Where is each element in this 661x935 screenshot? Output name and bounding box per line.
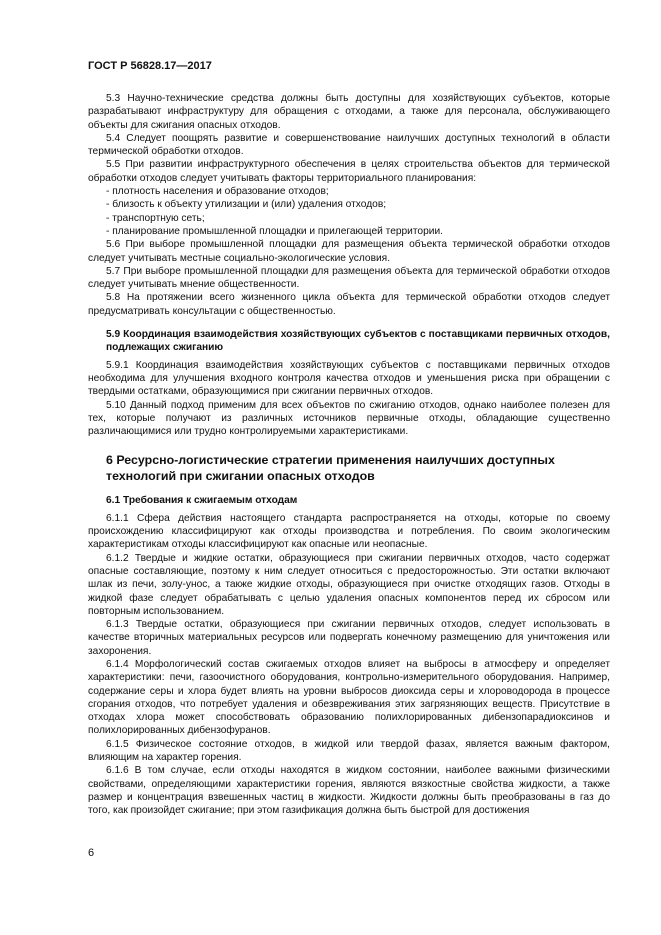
subsection-title-5-9: 5.9 Координация взаимодействия хозяйствующих субъектов с поставщиками первичных отходов, подлежащих сжиганию xyxy=(106,329,610,354)
list-item-population: - плотность населения и образование отходов; xyxy=(106,186,329,198)
document-header: ГОСТ Р 56828.17—2017 xyxy=(88,60,212,72)
list-item-proximity: - близость к объекту утилизации и (или) удаления отходов; xyxy=(106,199,387,211)
paragraph-5-6: 5.6 При выборе промышленной площадки для размещения объекта термической обработки отходов следует учитывать местные социально-экологические условия. xyxy=(88,239,610,264)
list-item-site-planning: - планирование промышленной площадки и прилегающей территории. xyxy=(106,225,443,237)
paragraph-6-1-4: 6.1.4 Морфологический состав сжигаемых отходов влияет на выбросы в атмосферу и определяет характеристики: печи, газоочистного оборудования, контрольно-измерительного оборудования. Например, содержание серы и хлора будет влиять на уровни выбросов диоксида серы и хлороводорода в процессе сгорания отходов, что потребует удаления и обезвреживания этих загрязняющих веществ. Присутствие в отходах хлора может способствовать образованию полихлорированных дибензопарадиоксинов и полихлорированных дибензофуранов. xyxy=(88,658,610,737)
paragraph-6-1-3: 6.1.3 Твердые остатки, образующиеся при сжигании первичных отходов, следует использовать в качестве вторичных материальных ресурсов или подвергать конечному размещению для уничтожения или захоронения. xyxy=(88,619,610,657)
paragraph-5-10: 5.10 Данный подход применим для всех объектов по сжиганию отходов, однако наиболее полезен для тех, которые получают из различных источников первичные отходы, обладающие существенно различающимися или трудно контролируемыми характеристиками. xyxy=(88,399,610,438)
paragraph-6-1-2: 6.1.2 Твердые и жидкие остатки, образующиеся при сжигании первичных отходов, часто содержат опасные составляющие, поэтому к ним следует относиться с предосторожностью. Эти остатки включают шлак из печи, золу-унос, а также жидкие отходы, образующиеся при очистке отходящих газов. Отходы в жидкой фазе следует обрабатывать с целью удаления опасных компонентов перед их сбросом или повторным использованием. xyxy=(88,552,610,617)
page-number: 6 xyxy=(88,847,95,859)
subsection-title-6-1: 6.1 Требования к сжигаемым отходам xyxy=(106,495,298,507)
paragraph-6-1-5: 6.1.5 Физическое состояние отходов, в жидкой или твердой фазах, является важным фактором, влияющим на характер горения. xyxy=(88,738,610,764)
paragraph-5-9-1: 5.9.1 Координация взаимодействия хозяйствующих субъектов с поставщиками первичных отходов необходима для улучшения входного контроля качества отходов и уменьшения риска при обращении с твердыми остатками, образующимися при сжигании первичных отходов. xyxy=(88,359,610,398)
paragraph-5-5: 5.5 При развитии инфраструктурного обеспечения в целях строительства объектов для термической обработки отходов следует учитывать факторы территориального планирования: xyxy=(88,159,610,184)
paragraph-6-1-6: 6.1.6 В том случае, если отходы находятся в жидком состоянии, наиболее важными физическими свойствами, определяющими характеристики горения, являются вязкостные свойства жидкости, а также размер и концентрация взвешенных частиц в жидкости. Жидкости должны быть преобразованы в газ до того, как произойдет сжигание; при этом газификация должна быть быстрой для достижения xyxy=(88,765,610,817)
paragraph-5-8: 5.8 На протяжении всего жизненного цикла объекта для термической обработки отходов следует предусматривать консультации с общественностью. xyxy=(88,292,610,317)
paragraph-5-3: 5.3 Научно-технические средства должны быть доступны для хозяйствующих субъектов, которые разрабатывают инфраструктуру для обращения с отходами, а также для персонала, обслуживающего объекты для сжигания опасных отходов. xyxy=(88,93,610,131)
paragraph-6-1-1: 6.1.1 Сфера действия настоящего стандарта распространяется на отходы, которые по своему происхождению классифицируют как отходы производства и потребления. По своим экологическим характеристикам отходы классифицируют как опасные или неопасные. xyxy=(88,512,610,551)
paragraph-5-7: 5.7 При выборе промышленной площадки для размещения объекта для термической обработки отходов следует учитывать мнение общественности. xyxy=(88,265,610,291)
list-item-transport: - транспортную сеть; xyxy=(106,212,205,224)
paragraph-5-4: 5.4 Следует поощрять развитие и совершенствование наилучших доступных технологий в области термической обработки отходов. xyxy=(88,132,610,158)
section-title-6: 6 Ресурсно-логистические стратегии применения наилучших доступных технологий при сжигании опасных отходов xyxy=(106,453,555,483)
document-body xyxy=(88,92,610,818)
